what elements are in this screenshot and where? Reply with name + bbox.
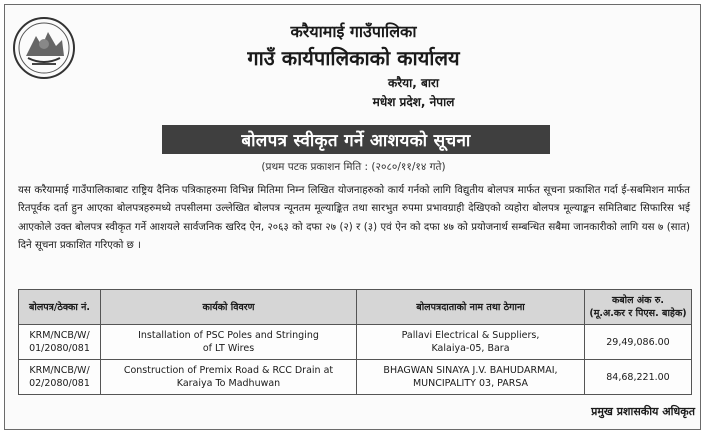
bidder-line1: Pallavi Electrical & Suppliers,	[401, 330, 540, 341]
notice-title: बोलपत्र स्वीकृत गर्ने आशयको सूचना	[241, 131, 471, 151]
bidder-line2: Kalaiya-05, Bara	[431, 343, 510, 354]
office-address: करैया, बारा	[388, 76, 439, 90]
amount-cell: 29,49,086.00	[585, 325, 692, 360]
publish-date: (प्रथम पटक प्रकाशन मिति : (२०८०/११/१४ गते)	[261, 161, 446, 173]
description-line2: Karaiya To Madhuwan	[176, 378, 281, 389]
header-bidder: बोलपत्रदाताको नाम तथा ठेगाना	[357, 290, 585, 325]
header-amount-line1: कबोल अंक रु.	[611, 295, 665, 306]
notice-body: यस करैयामाई गाउँपालिकाबाट राष्ट्रिय दैनिक पत्रिकाहरुमा विभिन्न मितिमा निम्न लिखित योजनाहरुको कार्य गर्नको लागि विद्युतीय बोलपत्र मार्फत सूचना प्रकाशित गर्दा ई-सबमिशन मार्फत रितपूर्वक दर्ता हुन आएका बोलपत्रहरुमध्ये तपसीलमा उल्लेखित बोलपत्र न्यूनतम मूल्याङ्कित तथा सारभुत रुपमा प्रभावग्राही देखिएको व्यहोरा बोलपत्र मूल्याङ्कन समितिबाट सिफारिस भई आएकोले उक्त बोलपत्र स्वीकृत गर्ने आशयले सार्वजनिक खरिद ऐन, २०६३ को दफा २७ (२) र (३) एवं ऐन को दफा ४७ को प्रयोजनार्थ सम्बन्धित सबैमा जानकारीको लागि यस ७ (सात) दिने सूचना प्रकाशित गरिएको छ ।	[18, 185, 690, 252]
header-contract-no: बोलपत्र/ठेक्का नं.	[19, 290, 101, 325]
description-line1: Construction of Premix Road & RCC Drain at	[123, 365, 334, 376]
awards-table	[18, 289, 692, 395]
contract-no-line1: KRM/NCB/W/	[29, 365, 90, 376]
contract-no-line2: 01/2080/081	[29, 343, 90, 354]
header-amount-line2: (मू.अ.कर र पिएस. बाहेक)	[589, 308, 687, 319]
office-province: मधेश प्रदेश, नेपाल	[372, 95, 455, 109]
notice-title-banner	[162, 125, 550, 154]
description-cell	[101, 325, 357, 360]
contract-no-line2: 02/2080/081	[29, 378, 90, 389]
office-name: गाउँ कार्यपालिकाको कार्यालय	[247, 46, 460, 70]
table-row	[19, 360, 692, 395]
table-row	[19, 325, 692, 360]
contract-no-line1: KRM/NCB/W/	[29, 330, 90, 341]
table-header-row	[19, 290, 692, 325]
header-description: कार्यको विवरण	[101, 290, 357, 325]
bidder-cell	[357, 325, 585, 360]
bidder-cell	[357, 360, 585, 395]
contract-no-cell	[19, 360, 101, 395]
municipality-name: करैयामाई गाउँपालिका	[290, 22, 417, 41]
bidder-line1: BHAGWAN SINAYA J.V. BAHUDARMAI,	[383, 365, 558, 376]
bidder-line2: MUNCIPALITY 03, PARSA	[412, 378, 529, 389]
header-amount	[585, 290, 692, 325]
contract-no-cell	[19, 325, 101, 360]
description-line1: Installation of PSC Poles and Stringing	[138, 330, 319, 341]
signoff-title: प्रमुख प्रशासकीय अधिकृत	[591, 405, 695, 418]
description-line2: of LT Wires	[202, 343, 255, 354]
description-cell	[101, 360, 357, 395]
amount-cell: 84,68,221.00	[585, 360, 692, 395]
